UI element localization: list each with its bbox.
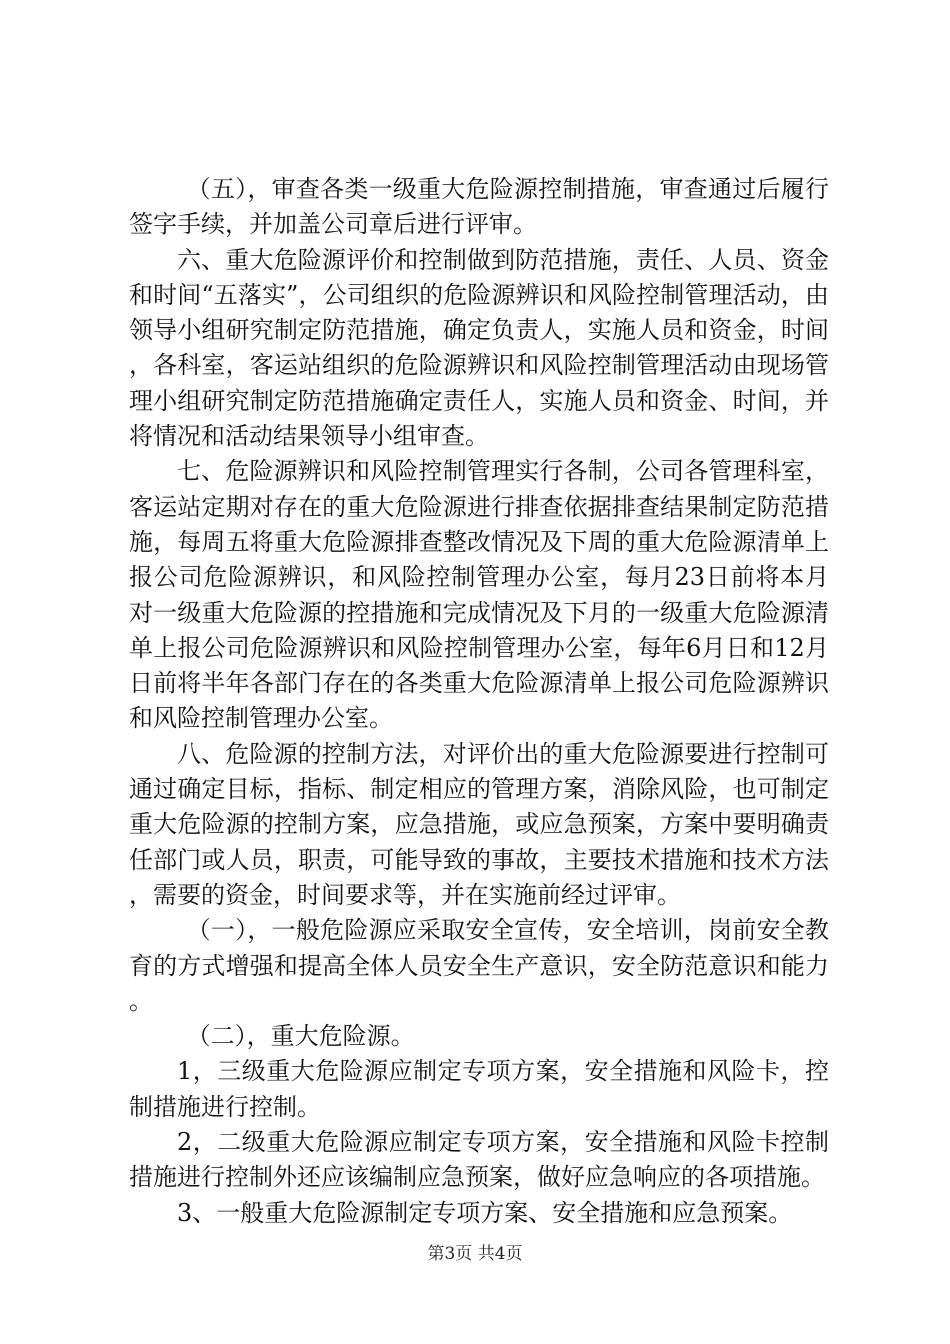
- paragraph-major-hazards: （二），重大危险源。: [186, 1022, 415, 1051]
- paragraph-six-five-implementations: 六、重大危险源评价和控制做到防范措施，责任、人员、资金和时间“五落实”，公司组织的危险源辨识和风险控制管理活动，由领导小组研究制定防范措施，确定负责人，实施人员和资金，时间，各科室，客运站组织的危险源辨识和风险控制管理活动由现场管理小组研究制定防范措施确定责任人，实施人员和资金、时间，并将情况和活动结果领导小组审查。: [129, 245, 829, 451]
- paragraph-level-two: 2，二级重大危险源应制定专项方案，安全措施和风险卡控制措施进行控制外还应该编制应急预案，做好应急响应的各项措施。: [129, 1128, 829, 1192]
- paragraph-general-hazards: （一），一般危险源应采取安全宣传，安全培训，岗前安全教育的方式增强和提高全体人员安全生产意识，安全防范意识和能力。: [129, 916, 829, 1015]
- paragraph-general-major: 3、一般重大危险源制定专项方案、安全措施和应急预案。: [177, 1198, 793, 1227]
- page-number-footer: 第3页 共4页: [427, 1244, 523, 1264]
- paragraph-5-review: （五），审查各类一级重大危险源控制措施，审查通过后履行签字手续，并加盖公司章后进行评审。: [129, 175, 829, 239]
- paragraph-seven-filing-system: 七、危险源辨识和风险控制管理实行各制，公司各管理科室，客运站定期对存在的重大危险源进行排查依据排查结果制定防范措施，每周五将重大危险源排查整改情况及下周的重大危险源清单上报公司危险源辨识，和风险控制管理办公室，每月23日前将本月对一级重大危险源的控措施和完成情况及下月的一级重大危险源清单上报公司危险源辨识和风险控制管理办公室，每年6月日和12月日前将半年各部门存在的各类重大危险源清单上报公司危险源辨识和风险控制管理办公室。: [129, 457, 829, 733]
- paragraph-eight-control-methods: 八、危险源的控制方法，对评价出的重大危险源要进行控制可通过确定目标，指标、制定相应的管理方案，消除风险，也可制定重大危险源的控制方案，应急措施，或应急预案，方案中要明确责任部门或人员，职责，可能导致的事故，主要技术措施和技术方法，需要的资金，时间要求等，并在实施前经过评审。: [129, 739, 829, 909]
- paragraph-level-three: 1，三级重大危险源应制定专项方案，安全措施和风险卡，控制措施进行控制。: [129, 1057, 829, 1121]
- document-body: [129, 172, 829, 1231]
